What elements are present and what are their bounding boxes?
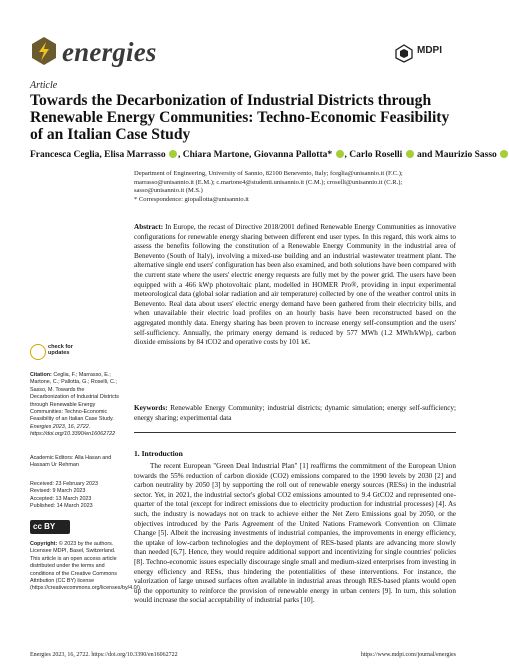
date-accepted: Accepted: 13 March 2023 bbox=[30, 495, 92, 502]
energies-logo-icon bbox=[30, 36, 58, 66]
journal-name: energies bbox=[62, 37, 157, 67]
keywords bbox=[134, 404, 456, 423]
copyright-label: Copyright: bbox=[30, 541, 58, 547]
citation-text: Ceglia, F.; Marrasso, E.; Martone, C.; Pallotta, G.; Roselli, C.; Sasso, M. Towards the Decarbonization of Industrial Districts through Renewable Energy Communities: Techno-Economic Feasibility of an Italian Case Study. bbox=[30, 372, 119, 423]
orcid-icon[interactable] bbox=[336, 150, 344, 158]
date-revised: Revised: 9 March 2023 bbox=[30, 488, 86, 495]
abstract bbox=[134, 223, 456, 348]
orcid-icon[interactable] bbox=[406, 150, 414, 158]
author-name[interactable]: Giovanna Pallotta bbox=[253, 150, 328, 160]
abstract-text: In Europe, the recast of Directive 2018/2001 defined Renewable Energy Communities as innovative configurations for renewable energy sharing between different end user types. In this regard, this work aims to assess the benefits following the constitution of a Renewable Energy Community in the industrial area of Benevento (South of Italy), involving a mixed-use building and an industrial wastewater treatment plant. The alternative single end users' configuration has been also examined, and both solutions have been compared with the current state where the users' electric energy requests are fully met by the power grid. The users have been equipped with a 466 kWp photovoltaic plant, modelled in HOMER Pro®, providing in input experimental meteorological data (global solar radiation and air temperature) collected by one of the weather control units in Benevento. Real data about users' electric energy demand have been gathered from their electricity bills, and when unavailable their electric load profiles on an hourly basis have been reconstructed based on the aggregated monthly data. Energy sharing has been proven to increase energy self-consumption and the users' self-sufficiency. Annually, the primary energy demand is reduced by 577 MWh (1.2 MWh/kWp), carbon dioxide emissions by 84 tCO2 and operative costs by 101 k€. bbox=[134, 223, 456, 347]
affiliation-block bbox=[134, 170, 454, 204]
author-name[interactable]: Elisa Marrasso bbox=[104, 150, 166, 160]
author-name[interactable]: Francesca Ceglia bbox=[30, 150, 100, 160]
keywords-label: Keywords: bbox=[134, 404, 168, 412]
author-name[interactable]: Carlo Roselli bbox=[349, 150, 403, 160]
footer-citation: Energies 2023, 16, 2722. https://doi.org/10.3390/en16062722 bbox=[30, 652, 178, 658]
introduction-text: The recent European "Green Deal Industrial Plan" [1] reaffirms the commitment of the European Union towards the 55% reduction of carbon dioxide (CO2) emissions compared to the 1990 levels by 2030 [2] and carbon neutrality by 2050 [3] by supporting the roll out of renewable energy sources (RESs) in the industrial sector. Yet, in 2021, the industrial sector's global CO2 emissions amounted to 9.4 GtCO2 and represented one-quarter of the total (except for indirect emissions due to electricity production for industrial processes) [4]. As such, the industry is nowadays not on track to achieve either the Net Zero Emissions goal by 2050, or the objectives introduced by the Paris Agreement of the United Nations Framework Convention on Climate Change [5]. Albeit the increasing investments of industrial companies, the improvements in energy efficiency, the uptake of low-carbon technologies and the deployment of RES-based plants are advancing more slowly than needed [6,7]. Hence, they would require additional support and incentivizing for single countries' policies [8]. Techno-economic issues especially discourage single small and medium-sized enterprises from investing in energy efficiency and RESs, thus hindering the potentialities of these interventions. For instance, the valorization of large unused surfaces often available in industrial areas through RES-based plants would open up the opportunity to reinforce the provision of renewable energy in urban centers [9]. In turn, this solution would increase the social acceptability of industrial parks [10]. bbox=[134, 462, 456, 605]
footer-journal-link[interactable]: https://www.mdpi.com/journal/energies bbox=[360, 652, 456, 658]
publication-dates bbox=[30, 481, 120, 511]
author-list: Francesca Ceglia, Elisa Marrasso , Chiara Martone, Giovanna Pallotta* , Carlo Roselli and Maurizio Sasso bbox=[30, 149, 460, 161]
corresponding-marker: * bbox=[327, 150, 333, 160]
correspondence-text: * Correspondence: giopallotta@unisannio.it bbox=[134, 195, 249, 203]
citation-label: Citation: bbox=[30, 372, 52, 378]
citation-journal-ref[interactable]: Energies 2023, 16, 2722. https://doi.org/10.3390/en16062722 bbox=[30, 423, 116, 438]
affiliation-text: Department of Engineering, University of Sannio, 82100 Benevento, Italy; fceglia@unisannio.it (F.C.); marrasso@unisannio.it (E.M.); c.martone4@studenti.unisannio.it (C.M.); croselli@unisannio.it (C.R.); sasso@unisannio.it (M.S.) bbox=[134, 170, 403, 195]
author-name[interactable]: Maurizio Sasso bbox=[434, 150, 497, 160]
academic-editors: Academic Editors: Alla Hasan and Hassam Ur Rehman bbox=[30, 455, 112, 469]
orcid-icon[interactable] bbox=[169, 150, 177, 158]
article-type: Article bbox=[30, 80, 58, 91]
check-updates-line1: check for bbox=[48, 344, 73, 350]
divider bbox=[134, 432, 456, 433]
keywords-text: Renewable Energy Community; industrial districts; dynamic simulation; energy self-sufficiency; energy sharing; experimental data bbox=[134, 404, 457, 422]
check-updates-line2: updates bbox=[48, 350, 70, 357]
date-published: Published: 14 March 2023 bbox=[30, 503, 93, 510]
citation-block bbox=[30, 372, 120, 439]
cc-license-label: cc BY bbox=[33, 522, 56, 531]
author-name[interactable]: Chiara Martone bbox=[182, 150, 249, 160]
orcid-icon[interactable] bbox=[500, 150, 508, 158]
publisher-name: MDPI bbox=[417, 45, 442, 56]
date-received: Received: 23 February 2023 bbox=[30, 481, 99, 487]
copyright-block bbox=[30, 541, 142, 593]
paper-title: Towards the Decarbonization of Industrial Districts through Renewable Energy Communities: Techno-Economic Feasibility of an Italian Case Study bbox=[30, 92, 450, 143]
section-heading: 1. Introduction bbox=[134, 449, 183, 458]
check-for-updates-icon[interactable] bbox=[30, 344, 46, 360]
copyright-text: © 2023 by the authors. Licensee MDPI, Basel, Switzerland. This article is an open access article distributed under the terms and conditions of the Creative Commons Attribution (CC BY) license (https://creativecommons.org/licenses/by/4.0/). bbox=[30, 541, 142, 592]
abstract-label: Abstract: bbox=[134, 223, 164, 231]
check-for-updates-button[interactable] bbox=[48, 344, 73, 357]
